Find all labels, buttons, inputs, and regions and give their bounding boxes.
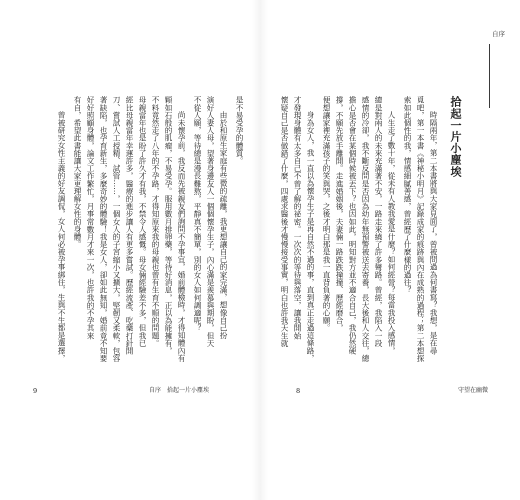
- text-column: 有自，希望此書能讓大家更理解女性的身體。: [73, 96, 82, 248]
- text-column: 經比母親當年幸運許多，醫療的進步讓人有更多嘗試。歷經流產、吃藥打針開: [125, 96, 134, 355]
- text-column: 著缺陷，也孕育新生，多麼奇妙的體驗！我是女人，卻如此無知，婚前竟不知要: [99, 96, 108, 362]
- paragraph: [320, 96, 398, 362]
- page-9-body-text: [52, 96, 246, 362]
- text-column: 感情的冷卻，我不斷反問是否因為幼年無預警被送去寄養，長大後和人交往，總: [361, 96, 370, 362]
- paragraph: [55, 96, 68, 362]
- running-footer-section: 自序: [149, 387, 162, 394]
- paragraph: [71, 96, 188, 362]
- section-tab: 自序: [492, 30, 505, 38]
- text-column: 身為女人，我一直以為懷孕生子是再自然不過的事，直到真正走過這條路，: [306, 111, 315, 362]
- text-column: 懷疑自己是否做錯了什麼，四處求醫後才慢慢接受事實，明白也許我天生就: [280, 96, 289, 347]
- chapter-title: 拾起一片小塵埃: [449, 96, 462, 178]
- section-tab-rule: [489, 44, 490, 108]
- text-column: 時隔兩年，第二本書將與大家見面了，曾被問過為何書寫？我想，是在尋: [429, 111, 438, 355]
- gutter-shadow: [252, 0, 268, 500]
- page-8-body-text: [276, 96, 440, 362]
- text-column: 人生走了數十年，從未有人教我愛是什麼？如何經營？每當我投入感情，: [387, 111, 396, 355]
- text-column: 便想讓家裡充滿孩子的笑與哭，之後才明白那是我一直背負著的心願。: [322, 96, 331, 332]
- running-footer-chapter: [149, 387, 209, 395]
- text-column: 擔心是否會在某個時候被丟下？也因如此，明知對方並不適合自己，我仍然硬: [348, 96, 357, 355]
- text-column: 撐，不願先放手離開。走進婚姻後，夫妻倆一路跌跌撞撞、歷經磨合，: [335, 96, 344, 332]
- running-footer-title: 拾起一片小塵埃: [167, 387, 210, 394]
- page-number-8: 8: [296, 387, 301, 395]
- paragraph-continued: [233, 96, 246, 164]
- text-column: 才發現身體有太多自己不曾了解的祕密。一次次的等待與落空，讓我開始: [293, 96, 302, 340]
- text-column: 尚未懷孕前，我反而先被親友們詢問不孕事宜，婚前體檢時，才得知體內有: [177, 111, 186, 362]
- text-column: 由於和原生家庭有些微的疏離，我更想讓自己的家完滿，想像自己扮: [219, 111, 228, 340]
- text-column: 演好人妻人母，望著身邊友人一個個懷孕生子，內心滿是羨慕與期盼，但天: [206, 96, 215, 347]
- text-column: 總是對兩人的未來充滿著不安，一路走來繞了許多彎路。曾經，我陷入一段: [374, 96, 383, 347]
- text-column: 索如此個性的我，情感細膩善感，曾經歷了什麼樣的過往？: [403, 96, 412, 294]
- text-column: 不料竟然走了八年的不孕路，才得知原來我的母親也曾有生育不順的問題。: [151, 96, 160, 347]
- text-column: 母親當年也是盼了許久才有我，不禁令人感慨。母女倆經驗差不多，但我已: [138, 96, 147, 347]
- running-footer-book-title: 守望在幽微: [458, 387, 489, 394]
- text-column: 好好照顧身體，論文工作繁忙，月事常數月才來一次，也許我的不孕其來: [86, 96, 95, 340]
- text-column: 顆如石般的肌瘤，不易受孕。服用數月排卵藥，等待好消息，正以為能擁有，: [164, 96, 173, 355]
- text-column: 覓吧，第一本書《神秘小明月》記錄成家的痕跡與內在成熟的過程；第二本想探: [416, 96, 425, 362]
- text-column: 不從人願，等待總是漫長難熬，平靜真不簡單，別的女人如何調適呢？: [193, 96, 202, 332]
- paragraph: [191, 96, 230, 347]
- paragraph: [278, 96, 317, 362]
- page-number-9: 9: [33, 387, 38, 395]
- paragraph: [401, 96, 440, 362]
- text-column: 曾被研究女性主義的好友調侃，女人何必被孕事綁住，生與不生都是選擇，: [57, 111, 66, 362]
- text-column: 刀、嘗試人工授精、試管……，一個女人的子宮縮小又擴大，堅韌又柔軟，包容: [112, 96, 121, 362]
- text-column: 是不易受孕的體質。: [235, 96, 244, 165]
